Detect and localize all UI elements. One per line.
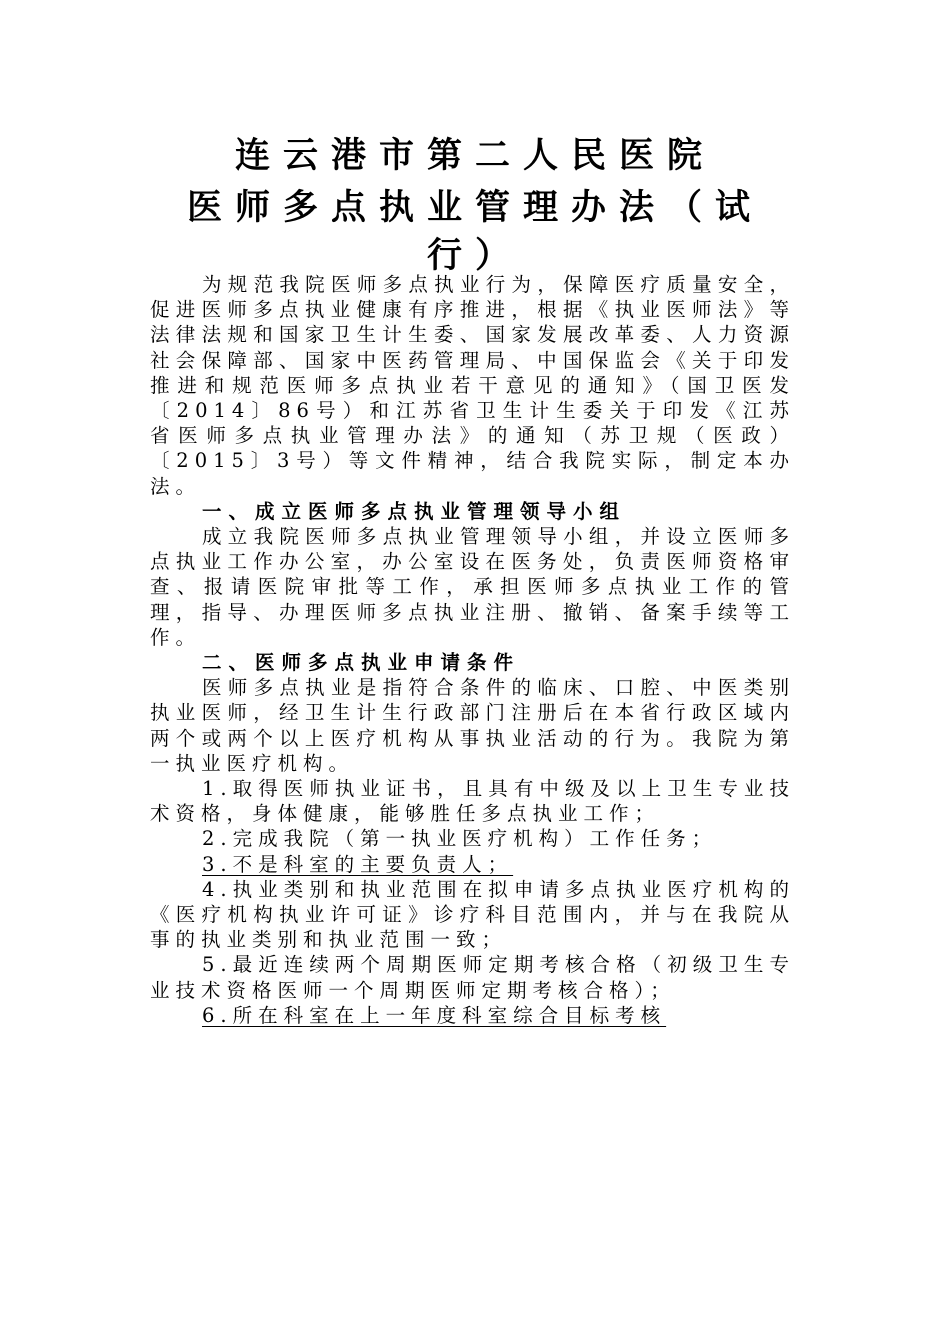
condition-item-5: 5.最近连续两个周期医师定期考核合格（初级卫生专业技术资格医师一个周期医师定期考核合格）；: [150, 953, 795, 1002]
condition-item-4: 4.执业类别和执业范围在拟申请多点执业医疗机构的《医疗机构执业许可证》诊疗科目范围内，并与在我院从事的执业类别和执业范围一致；: [150, 877, 795, 952]
condition-item-2: 2.完成我院（第一执业医疗机构）工作任务；: [202, 827, 718, 851]
document-body: [150, 272, 795, 1028]
title-line-2: 医师多点执业管理办法（试: [186, 188, 763, 228]
condition-item-6-text: 6.所在科室在上一年度科室综合目标考核: [202, 1003, 667, 1027]
condition-item-3: [150, 852, 795, 877]
condition-item-3-text: 3.不是科室的主要负责人；: [202, 852, 514, 876]
condition-item-6: [150, 1003, 795, 1028]
title-line-1: 连云港市第二人民医院: [234, 136, 715, 176]
condition-item-1: 1.取得医师执业证书，且具有中级及以上卫生专业技术资格，身体健康，能够胜任多点执业工作；: [150, 777, 795, 826]
section-2-paragraph: 医师多点执业是指符合条件的临床、口腔、中医类别执业医师，经卫生计生行政部门注册后在本省行政区域内两个或两个以上医疗机构从事执业活动的行为。我院为第一执业医疗机构。: [150, 676, 795, 775]
section-2-heading: 二、医师多点执业申请条件: [202, 651, 521, 675]
intro-paragraph: 为规范我院医师多点执业行为，保障医疗质量安全，促进医师多点执业健康有序推进，根据《执业医师法》等法律法规和国家卫生计生委、国家发展改革委、人力资源社会保障部、国家中医药管理局、中国保监会《关于印发推进和规范医师多点执业若干意见的通知》（国卫医发〔2014〕86号）和江苏省卫生计生委关于印发《江苏省医师多点执业管理办法》的通知（苏卫规（医政）〔2015〕3号）等文件精神，结合我院实际，制定本办法。: [150, 273, 795, 498]
section-1-heading: 一、成立医师多点执业管理领导小组: [202, 499, 627, 523]
title-line-3: 行）: [426, 236, 523, 276]
section-1-paragraph: 成立我院医师多点执业管理领导小组，并设立医师多点执业工作办公室，办公室设在医务处，负责医师资格审查、报请医院审批等工作，承担医师多点执业工作的管理，指导、办理医师多点执业注册、撤销、备案手续等工作。: [150, 525, 795, 649]
